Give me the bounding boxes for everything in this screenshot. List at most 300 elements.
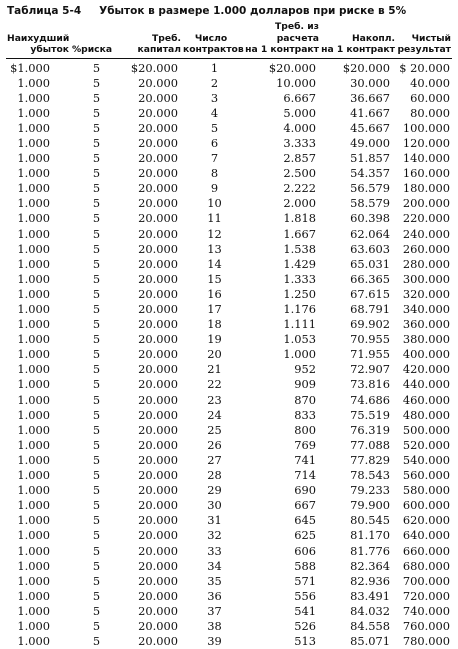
cell-required-per-contract: 1.333: [283, 271, 316, 286]
table-row: [6, 423, 452, 438]
cell-contract-count: 35: [207, 573, 222, 588]
column-header-line: на 1 контракт: [245, 44, 319, 55]
cell-required-capital: 20.000: [138, 634, 178, 649]
table-caption: [7, 4, 452, 18]
cell-net-result: 580.000: [402, 483, 450, 498]
column-header-line: Наихудший: [7, 32, 70, 44]
cell-risk-percent: 5: [92, 407, 101, 422]
cell-accumulated-per-contract: 51.857: [350, 151, 390, 166]
cell-required-capital: 20.000: [138, 241, 178, 256]
cell-net-result: 340.000: [402, 302, 450, 316]
cell-risk-percent: 5: [92, 332, 101, 347]
cell-accumulated-per-contract: 76.319: [350, 422, 390, 437]
cell-net-result: 620.000: [402, 513, 450, 528]
cell-contract-count: 14: [207, 256, 222, 271]
cell-required-per-contract: 1.111: [283, 317, 316, 332]
cell-required-capital: 20.000: [138, 392, 178, 407]
cell-required-capital: 20.000: [138, 603, 178, 618]
cell-worst-loss: 1.000: [17, 105, 50, 120]
column-header-line: на 1 контракт: [321, 44, 395, 55]
cell-required-per-contract: 1.053: [283, 332, 316, 347]
cell-worst-loss: 1.000: [17, 452, 50, 467]
cell-risk-percent: 5: [92, 211, 101, 226]
cell-risk-percent: 5: [92, 588, 101, 603]
cell-net-result: 360.000: [402, 317, 450, 332]
cell-worst-loss: 1.000: [17, 211, 50, 226]
cell-required-per-contract: 1.176: [283, 302, 316, 316]
cell-risk-percent: 5: [92, 603, 101, 618]
cell-contract-count: 11: [207, 211, 222, 226]
cell-required-capital: 20.000: [138, 135, 178, 150]
table-row: [6, 302, 452, 317]
cell-accumulated-per-contract: 79.233: [350, 483, 390, 498]
cell-accumulated-per-contract: 85.071: [350, 634, 390, 649]
cell-worst-loss: 1.000: [17, 573, 50, 588]
cell-worst-loss: 1.000: [17, 483, 50, 498]
column-header-line: убыток: [30, 44, 69, 55]
column-header-required-capital: [114, 21, 182, 58]
cell-required-capital: 20.000: [138, 317, 178, 332]
cell-net-result: 120.000: [402, 135, 450, 150]
table-row: [6, 483, 452, 498]
cell-risk-percent: 5: [92, 634, 101, 649]
column-header-line: Треб. из расчета: [275, 21, 319, 44]
cell-required-per-contract: 833: [294, 407, 316, 422]
column-header-line: капитал: [137, 44, 181, 55]
cell-risk-percent: 5: [92, 120, 101, 135]
cell-required-capital: 20.000: [138, 211, 178, 226]
table-row: [6, 317, 452, 332]
cell-required-capital: 20.000: [138, 271, 178, 286]
cell-contract-count: 31: [207, 513, 222, 528]
cell-accumulated-per-contract: 62.064: [350, 226, 390, 241]
table-number: Таблица 5-4: [7, 5, 82, 17]
cell-worst-loss: 1.000: [17, 90, 50, 105]
cell-risk-percent: 5: [92, 362, 101, 377]
cell-worst-loss: 1.000: [17, 377, 50, 392]
cell-required-capital: 20.000: [138, 618, 178, 633]
cell-risk-percent: 5: [92, 483, 101, 498]
cell-required-per-contract: 556: [294, 588, 316, 603]
cell-required-per-contract: 870: [294, 392, 316, 407]
table-row: [6, 227, 452, 242]
cell-net-result: 480.000: [402, 407, 450, 422]
cell-net-result: 660.000: [402, 543, 450, 558]
cell-accumulated-per-contract: 77.088: [350, 437, 390, 452]
cell-required-per-contract: 741: [294, 452, 316, 467]
cell-contract-count: 30: [207, 498, 222, 513]
cell-worst-loss: 1.000: [17, 271, 50, 286]
cell-accumulated-per-contract: 83.491: [350, 588, 390, 603]
cell-worst-loss: $1.000: [10, 60, 50, 75]
cell-net-result: 140.000: [402, 151, 450, 166]
cell-net-result: 520.000: [402, 437, 450, 452]
cell-required-capital: 20.000: [138, 543, 178, 558]
cell-required-capital: 20.000: [138, 483, 178, 498]
cell-accumulated-per-contract: 56.579: [350, 181, 390, 196]
cell-net-result: 380.000: [402, 332, 450, 347]
column-header-worst-loss: [6, 21, 70, 58]
cell-net-result: 500.000: [402, 422, 450, 437]
cell-accumulated-per-contract: 73.816: [350, 377, 390, 392]
table-row: [6, 257, 452, 272]
cell-risk-percent: 5: [92, 498, 101, 513]
cell-required-capital: 20.000: [138, 90, 178, 105]
cell-risk-percent: 5: [92, 392, 101, 407]
cell-risk-percent: 5: [92, 347, 101, 362]
column-header-line: Чистый: [411, 32, 451, 44]
cell-net-result: $ 20.000: [399, 60, 450, 75]
table-row: [6, 91, 452, 106]
cell-worst-loss: 1.000: [17, 513, 50, 528]
table-row: [6, 121, 452, 136]
cell-required-per-contract: 1.667: [283, 226, 316, 241]
cell-required-per-contract: 606: [294, 543, 316, 558]
cell-net-result: 460.000: [402, 392, 450, 407]
column-header-line: Треб.: [152, 32, 181, 44]
cell-accumulated-per-contract: 54.357: [350, 166, 390, 181]
cell-required-per-contract: 1.000: [283, 347, 316, 362]
cell-accumulated-per-contract: 79.900: [350, 498, 390, 513]
cell-net-result: 540.000: [402, 452, 450, 467]
cell-required-per-contract: $20.000: [268, 60, 316, 75]
table-row: [6, 468, 452, 483]
cell-required-per-contract: 1.429: [283, 256, 316, 271]
cell-required-per-contract: 1.538: [283, 241, 316, 256]
cell-accumulated-per-contract: 69.902: [350, 317, 390, 332]
cell-required-per-contract: 1.818: [283, 211, 316, 226]
cell-worst-loss: 1.000: [17, 347, 50, 362]
cell-required-capital: 20.000: [138, 452, 178, 467]
cell-accumulated-per-contract: 72.907: [350, 362, 390, 377]
cell-required-capital: 20.000: [138, 256, 178, 271]
column-header-line: контрактов: [183, 44, 244, 55]
cell-contract-count: 13: [207, 241, 222, 256]
cell-required-per-contract: 909: [294, 377, 316, 392]
table-row: [6, 272, 452, 287]
cell-contract-count: 38: [207, 618, 222, 633]
cell-required-capital: 20.000: [138, 498, 178, 513]
cell-risk-percent: 5: [92, 468, 101, 483]
cell-net-result: 100.000: [402, 120, 450, 135]
cell-net-result: 640.000: [402, 528, 450, 543]
cell-net-result: 740.000: [402, 603, 450, 618]
cell-contract-count: 4: [210, 105, 219, 120]
cell-contract-count: 33: [207, 543, 222, 558]
cell-required-per-contract: 800: [294, 422, 316, 437]
cell-contract-count: 20: [207, 347, 222, 362]
cell-risk-percent: 5: [92, 226, 101, 241]
table-row: [6, 242, 452, 257]
table-row: [6, 528, 452, 543]
cell-risk-percent: 5: [92, 135, 101, 150]
cell-net-result: 280.000: [402, 256, 450, 271]
cell-required-per-contract: 667: [294, 498, 316, 513]
table-row: [6, 453, 452, 468]
cell-required-per-contract: 2.857: [283, 151, 316, 166]
column-header-line: Число: [194, 32, 228, 44]
column-header-required-per-contract: [240, 21, 320, 58]
cell-required-capital: 20.000: [138, 422, 178, 437]
cell-contract-count: 36: [207, 588, 222, 603]
cell-required-per-contract: 952: [294, 362, 316, 377]
column-header-line: Накопл.: [351, 32, 395, 44]
cell-accumulated-per-contract: 75.519: [350, 407, 390, 422]
cell-risk-percent: 5: [92, 90, 101, 105]
cell-required-capital: 20.000: [138, 166, 178, 181]
cell-required-per-contract: 5.000: [283, 105, 316, 120]
table-row: [6, 332, 452, 347]
cell-required-per-contract: 571: [294, 573, 316, 588]
cell-risk-percent: 5: [92, 196, 101, 211]
cell-accumulated-per-contract: $20.000: [342, 60, 390, 75]
table-row: [6, 347, 452, 362]
cell-accumulated-per-contract: 60.398: [350, 211, 390, 226]
cell-accumulated-per-contract: 81.170: [350, 528, 390, 543]
cell-accumulated-per-contract: 67.615: [350, 286, 390, 301]
table-row: [6, 408, 452, 423]
cell-accumulated-per-contract: 78.543: [350, 468, 390, 483]
cell-net-result: 560.000: [402, 468, 450, 483]
table-body: [6, 58, 452, 649]
table-row: [6, 377, 452, 392]
cell-contract-count: 28: [207, 468, 222, 483]
cell-worst-loss: 1.000: [17, 166, 50, 181]
column-header-line: %риска: [71, 44, 113, 55]
table-row: [6, 76, 452, 91]
cell-net-result: 440.000: [402, 377, 450, 392]
cell-required-per-contract: 769: [294, 437, 316, 452]
cell-contract-count: 16: [207, 286, 222, 301]
cell-required-per-contract: 3.333: [283, 135, 316, 150]
cell-required-capital: 20.000: [138, 75, 178, 90]
cell-worst-loss: 1.000: [17, 618, 50, 633]
cell-risk-percent: 5: [92, 573, 101, 588]
cell-worst-loss: 1.000: [17, 332, 50, 347]
cell-contract-count: 21: [207, 362, 222, 377]
cell-net-result: 600.000: [402, 498, 450, 513]
cell-net-result: 420.000: [402, 362, 450, 377]
cell-required-per-contract: 2.222: [283, 181, 316, 196]
cell-contract-count: 9: [210, 181, 219, 196]
cell-required-capital: 20.000: [138, 573, 178, 588]
cell-worst-loss: 1.000: [17, 286, 50, 301]
cell-accumulated-per-contract: 80.545: [350, 513, 390, 528]
cell-required-capital: 20.000: [138, 407, 178, 422]
cell-net-result: 680.000: [402, 558, 450, 573]
cell-worst-loss: 1.000: [17, 362, 50, 377]
cell-accumulated-per-contract: 82.936: [350, 573, 390, 588]
cell-contract-count: 27: [207, 452, 222, 467]
cell-contract-count: 39: [207, 634, 222, 649]
cell-required-per-contract: 2.500: [283, 166, 316, 181]
cell-required-capital: 20.000: [138, 286, 178, 301]
cell-contract-count: 8: [210, 166, 219, 181]
cell-risk-percent: 5: [92, 105, 101, 120]
cell-contract-count: 12: [207, 226, 222, 241]
column-header-risk-percent: [70, 21, 114, 58]
cell-net-result: 300.000: [402, 271, 450, 286]
cell-required-capital: 20.000: [138, 226, 178, 241]
cell-worst-loss: 1.000: [17, 181, 50, 196]
cell-accumulated-per-contract: 66.365: [350, 271, 390, 286]
cell-net-result: 760.000: [402, 618, 450, 633]
cell-required-capital: 20.000: [138, 105, 178, 120]
cell-risk-percent: 5: [92, 151, 101, 166]
cell-risk-percent: 5: [92, 256, 101, 271]
table-row: [6, 136, 452, 151]
cell-risk-percent: 5: [92, 528, 101, 543]
cell-contract-count: 10: [207, 196, 222, 211]
cell-required-per-contract: 526: [294, 618, 316, 633]
table-row: [6, 604, 452, 619]
cell-contract-count: 5: [210, 120, 219, 135]
cell-accumulated-per-contract: 30.000: [350, 75, 390, 90]
cell-risk-percent: 5: [92, 166, 101, 181]
table-header: [6, 21, 452, 58]
cell-required-capital: 20.000: [138, 558, 178, 573]
cell-required-per-contract: 513: [294, 634, 316, 649]
cell-risk-percent: 5: [92, 75, 101, 90]
cell-worst-loss: 1.000: [17, 468, 50, 483]
cell-worst-loss: 1.000: [17, 135, 50, 150]
cell-required-capital: 20.000: [138, 332, 178, 347]
cell-worst-loss: 1.000: [17, 634, 50, 649]
cell-required-per-contract: 588: [294, 558, 316, 573]
cell-required-per-contract: 645: [294, 513, 316, 528]
cell-worst-loss: 1.000: [17, 588, 50, 603]
cell-required-capital: 20.000: [138, 347, 178, 362]
cell-contract-count: 24: [207, 407, 222, 422]
cell-risk-percent: 5: [92, 60, 101, 75]
cell-net-result: 240.000: [402, 226, 450, 241]
cell-required-per-contract: 10.000: [276, 75, 316, 90]
table-row: [6, 498, 452, 513]
cell-required-capital: 20.000: [138, 437, 178, 452]
cell-net-result: 260.000: [402, 241, 450, 256]
table-row: [6, 181, 452, 196]
cell-required-capital: 20.000: [138, 120, 178, 135]
cell-worst-loss: 1.000: [17, 528, 50, 543]
table-row: [6, 619, 452, 634]
cell-accumulated-per-contract: 81.776: [350, 543, 390, 558]
cell-net-result: 160.000: [402, 166, 450, 181]
cell-accumulated-per-contract: 65.031: [350, 256, 390, 271]
cell-worst-loss: 1.000: [17, 422, 50, 437]
column-header-line: результат: [397, 44, 451, 55]
cell-required-capital: 20.000: [138, 151, 178, 166]
cell-contract-count: 17: [207, 302, 222, 316]
cell-required-per-contract: 714: [294, 468, 316, 483]
cell-required-capital: $20.000: [130, 60, 178, 75]
cell-worst-loss: 1.000: [17, 120, 50, 135]
cell-contract-count: 3: [210, 90, 219, 105]
cell-accumulated-per-contract: 45.667: [350, 120, 390, 135]
cell-accumulated-per-contract: 84.558: [350, 618, 390, 633]
cell-required-per-contract: 2.000: [283, 196, 316, 211]
cell-worst-loss: 1.000: [17, 75, 50, 90]
table-row: [6, 574, 452, 589]
cell-worst-loss: 1.000: [17, 226, 50, 241]
cell-worst-loss: 1.000: [17, 603, 50, 618]
cell-net-result: 200.000: [402, 196, 450, 211]
table-row: [6, 106, 452, 121]
table-row: [6, 544, 452, 559]
cell-net-result: 400.000: [402, 347, 450, 362]
cell-risk-percent: 5: [92, 513, 101, 528]
cell-risk-percent: 5: [92, 618, 101, 633]
cell-worst-loss: 1.000: [17, 256, 50, 271]
cell-contract-count: 2: [210, 75, 219, 90]
cell-risk-percent: 5: [92, 317, 101, 332]
column-header-accumulated-per-contract: [320, 21, 396, 58]
cell-required-per-contract: 541: [294, 603, 316, 618]
cell-accumulated-per-contract: 71.955: [350, 347, 390, 362]
table-row: [6, 393, 452, 408]
cell-worst-loss: 1.000: [17, 392, 50, 407]
cell-required-per-contract: 6.667: [283, 90, 316, 105]
cell-accumulated-per-contract: 58.579: [350, 196, 390, 211]
cell-required-capital: 20.000: [138, 468, 178, 483]
cell-accumulated-per-contract: 41.667: [350, 105, 390, 120]
table-row: [6, 151, 452, 166]
cell-risk-percent: 5: [92, 422, 101, 437]
cell-accumulated-per-contract: 74.686: [350, 392, 390, 407]
cell-accumulated-per-contract: 36.667: [350, 90, 390, 105]
table-row: [6, 362, 452, 377]
cell-worst-loss: 1.000: [17, 196, 50, 211]
cell-risk-percent: 5: [92, 377, 101, 392]
risk-table: [6, 21, 452, 649]
cell-contract-count: 37: [207, 603, 222, 618]
cell-required-per-contract: 625: [294, 528, 316, 543]
table-row: [6, 559, 452, 574]
cell-required-capital: 20.000: [138, 181, 178, 196]
cell-worst-loss: 1.000: [17, 407, 50, 422]
table-row: [6, 438, 452, 453]
cell-accumulated-per-contract: 77.829: [350, 452, 390, 467]
table-row: [6, 196, 452, 211]
cell-worst-loss: 1.000: [17, 558, 50, 573]
cell-risk-percent: 5: [92, 543, 101, 558]
cell-contract-count: 32: [207, 528, 222, 543]
cell-contract-count: 7: [210, 151, 219, 166]
table-title: Убыток в размере 1.000 долларов при риске в 5%: [99, 5, 407, 17]
cell-accumulated-per-contract: 63.603: [350, 241, 390, 256]
column-header-contract-count: [182, 21, 244, 58]
cell-required-capital: 20.000: [138, 362, 178, 377]
cell-required-capital: 20.000: [138, 302, 178, 316]
cell-net-result: 780.000: [402, 634, 450, 649]
cell-contract-count: 25: [207, 422, 222, 437]
table-row: [6, 58, 452, 76]
cell-net-result: 700.000: [402, 573, 450, 588]
cell-risk-percent: 5: [92, 271, 101, 286]
cell-worst-loss: 1.000: [17, 317, 50, 332]
table-row: [6, 211, 452, 226]
cell-risk-percent: 5: [92, 452, 101, 467]
cell-worst-loss: 1.000: [17, 437, 50, 452]
table-row: [6, 287, 452, 302]
cell-net-result: 60.000: [410, 90, 450, 105]
cell-net-result: 80.000: [410, 105, 450, 120]
cell-contract-count: 19: [207, 332, 222, 347]
cell-risk-percent: 5: [92, 558, 101, 573]
cell-contract-count: 34: [207, 558, 222, 573]
cell-worst-loss: 1.000: [17, 302, 50, 316]
table-row: [6, 513, 452, 528]
cell-required-capital: 20.000: [138, 196, 178, 211]
